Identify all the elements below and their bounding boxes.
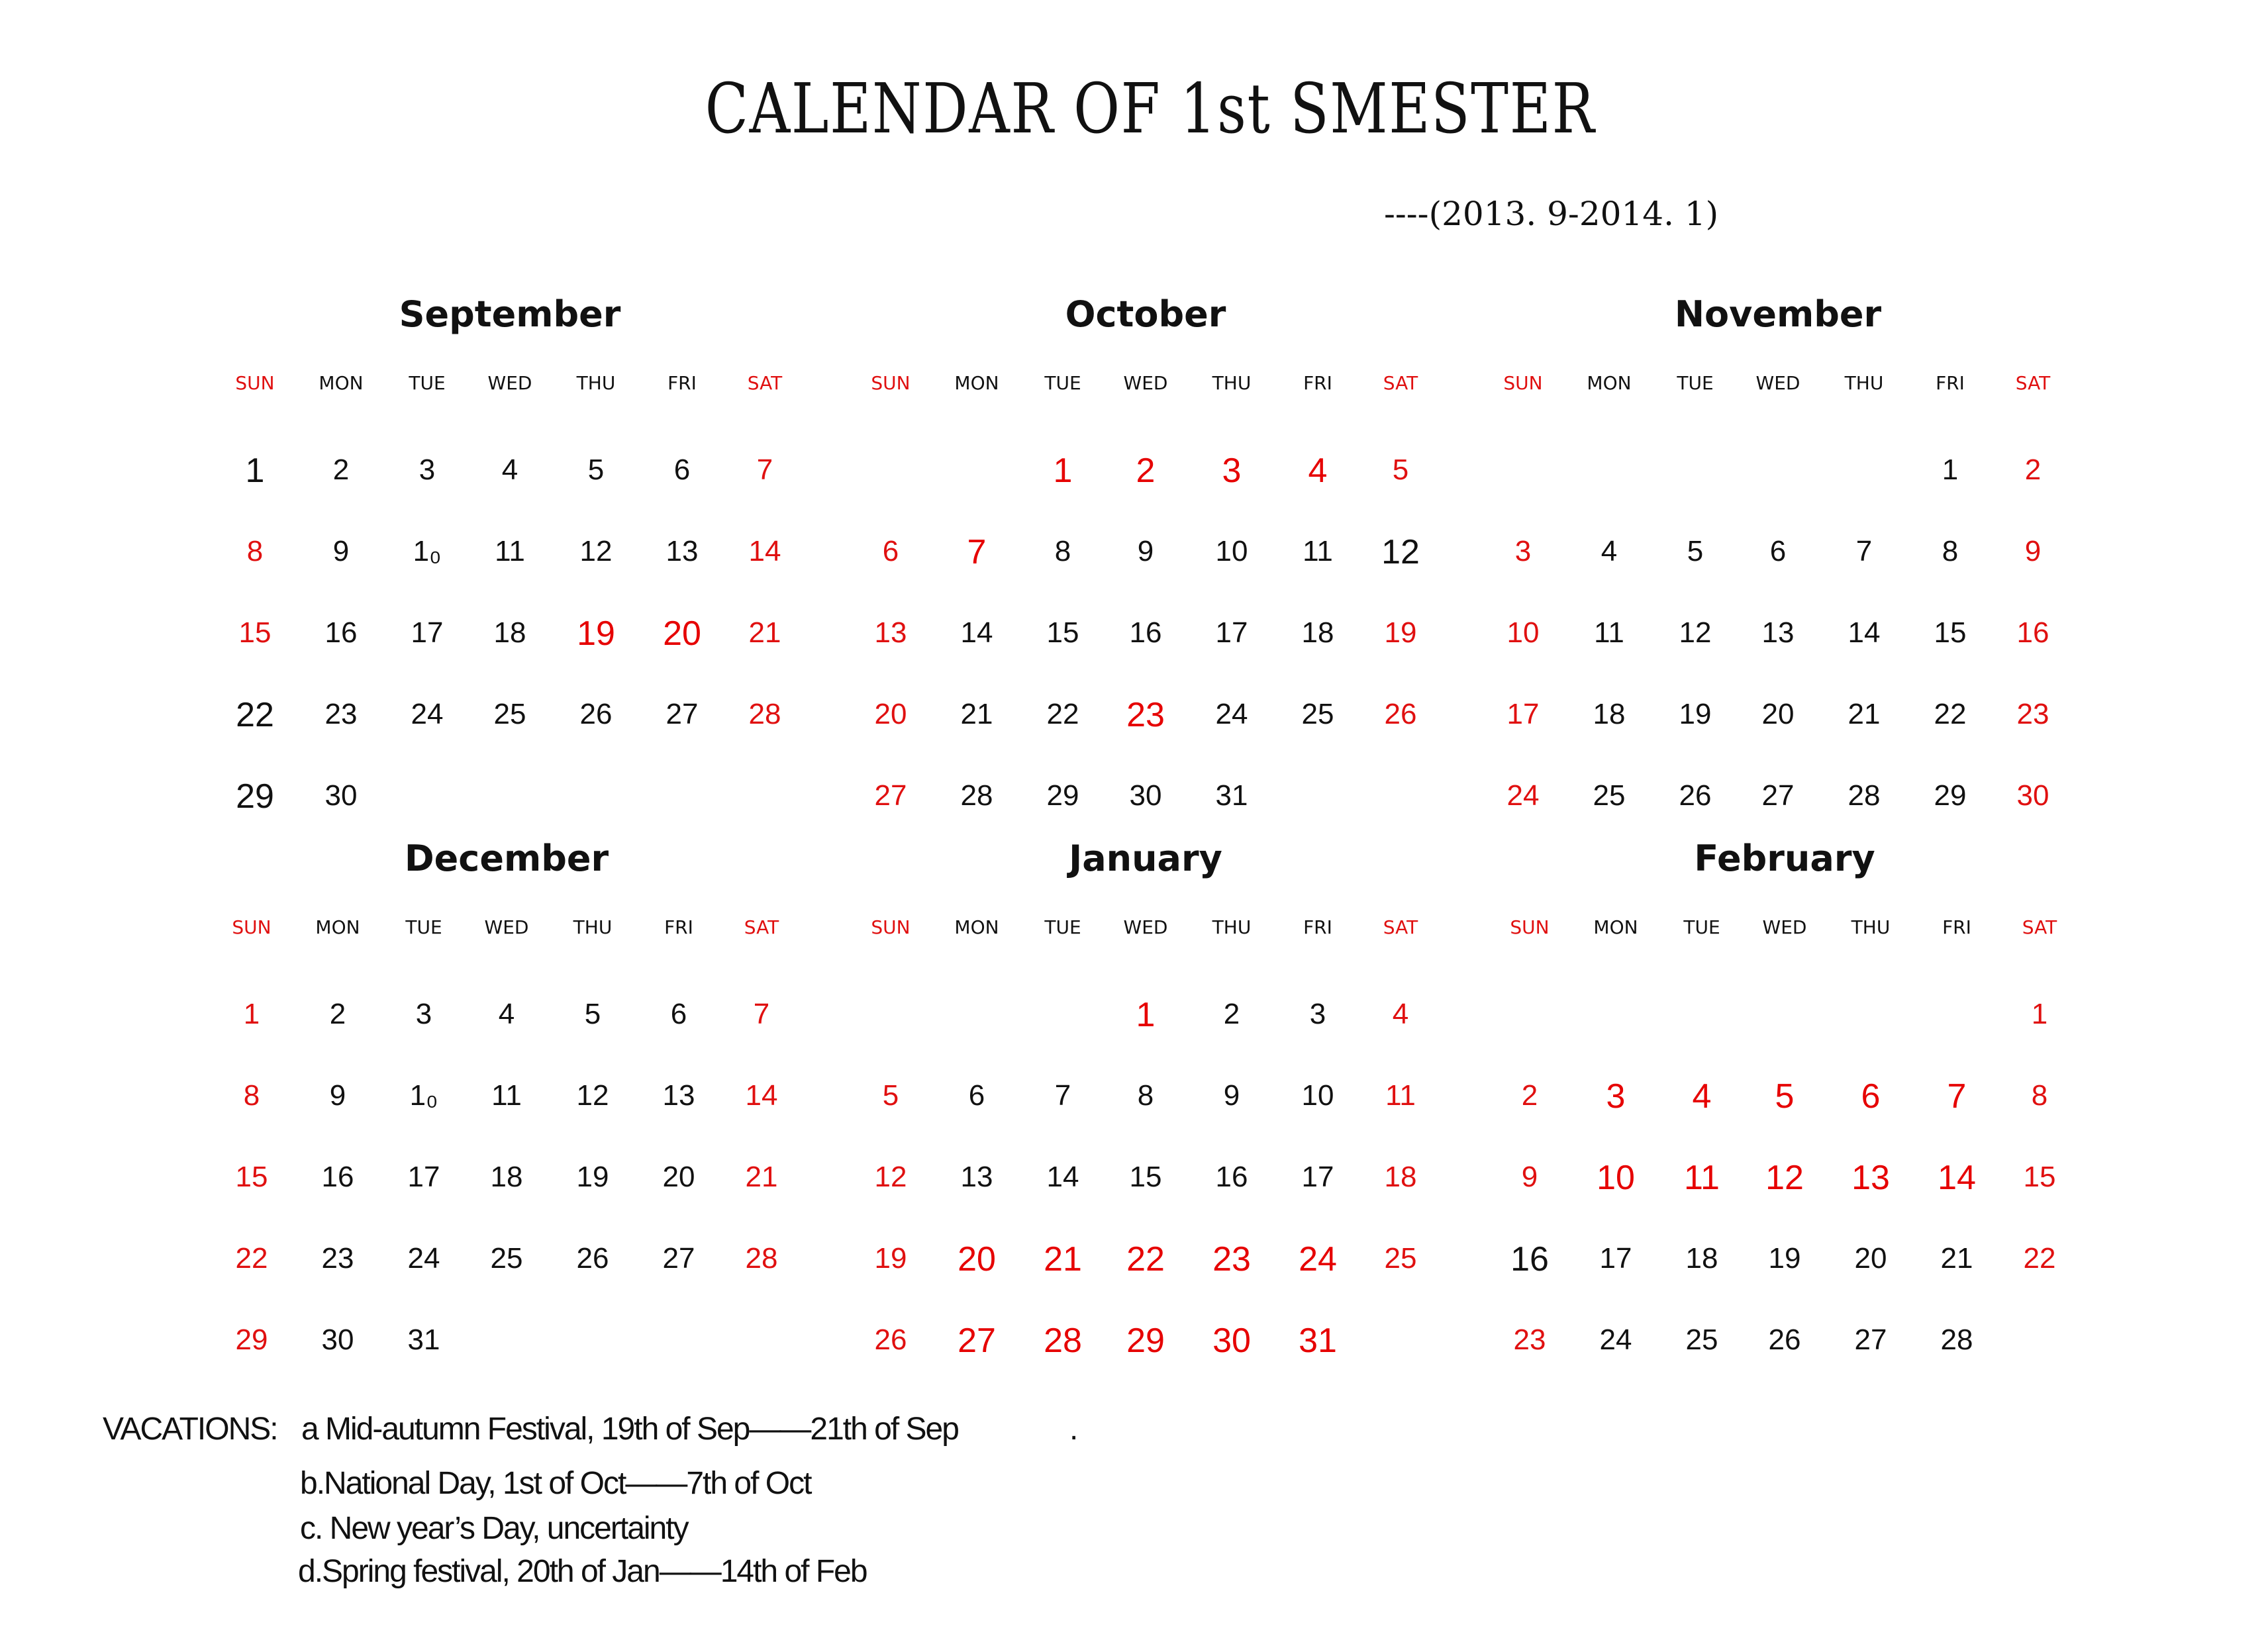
day-cell: 3	[415, 998, 432, 1030]
day-cell: 19	[1768, 1242, 1801, 1275]
day-cell: 23	[1212, 1240, 1251, 1279]
day-cell: 20	[874, 698, 907, 730]
day-cell: 2	[332, 454, 350, 486]
weekday-header-sat: SAT	[744, 916, 779, 938]
month-panel	[854, 838, 1437, 1371]
day-cell: 4	[498, 998, 515, 1030]
day-cell: 7	[1947, 1077, 1967, 1116]
day-cell: 10	[1597, 1159, 1635, 1197]
vacation-trailing-mark: .	[1069, 1412, 1077, 1447]
day-cell: 1₀	[413, 535, 442, 567]
day-cell: 7	[967, 533, 987, 571]
day-cell: 11	[491, 1079, 522, 1112]
weekday-header-sun: SUN	[1503, 372, 1543, 394]
day-cell: 28	[745, 1242, 778, 1275]
day-cell: 27	[958, 1322, 996, 1360]
day-cell: 8	[1137, 1079, 1154, 1112]
day-cell: 16	[1215, 1161, 1248, 1193]
day-cell: 5	[1392, 454, 1409, 486]
vacation-item: c. New year’s Day, uncertainty	[300, 1511, 688, 1546]
day-cell: 17	[1215, 616, 1248, 649]
day-cell: 6	[968, 1079, 985, 1112]
day-cell: 21	[1940, 1242, 1973, 1275]
day-cell: 9	[1223, 1079, 1240, 1112]
day-cell: 11	[1594, 616, 1624, 649]
weekday-header-fri: FRI	[1942, 916, 1971, 938]
day-cell: 26	[1768, 1324, 1801, 1356]
day-cell: 28	[960, 779, 993, 812]
day-cell: 11	[1303, 535, 1333, 567]
day-cell: 17	[1506, 698, 1540, 730]
day-cell: 3	[1222, 452, 1242, 490]
day-cell: 13	[1761, 616, 1795, 649]
day-cell: 2	[1223, 998, 1240, 1030]
month-panel	[1493, 838, 2076, 1371]
day-cell: 22	[235, 1242, 268, 1275]
day-cell: 29	[1126, 1322, 1165, 1360]
month-panel	[854, 293, 1437, 826]
weekday-header-wed: WED	[1123, 916, 1168, 938]
day-cell: 15	[1046, 616, 1079, 649]
day-cell: 24	[1215, 698, 1248, 730]
day-cell: 14	[745, 1079, 778, 1112]
day-cell: 26	[576, 1242, 609, 1275]
weekday-header-tue: TUE	[1677, 372, 1714, 394]
weekday-header-fri: FRI	[664, 916, 693, 938]
day-cell: 24	[1599, 1324, 1632, 1356]
day-cell: 30	[2016, 779, 2049, 812]
day-cell: 12	[576, 1079, 609, 1112]
day-cell: 6	[1769, 535, 1787, 567]
day-cell: 10	[1215, 535, 1248, 567]
day-cell: 14	[1848, 616, 1881, 649]
weekday-header-wed: WED	[1762, 916, 1807, 938]
weekday-header-mon: MON	[954, 372, 999, 394]
day-cell: 25	[493, 698, 526, 730]
day-cell: 15	[235, 1161, 268, 1193]
weekday-header-mon: MON	[954, 916, 999, 938]
day-cell: 30	[1129, 779, 1162, 812]
day-cell: 26	[579, 698, 613, 730]
day-cell: 4	[1392, 998, 1409, 1030]
day-cell: 1	[1053, 452, 1073, 490]
month-title: September	[399, 293, 621, 335]
day-cell: 1	[1942, 454, 1959, 486]
weekday-header-sun: SUN	[871, 372, 911, 394]
day-cell: 19	[577, 614, 615, 653]
vacation-item: d.Spring festival, 20th of Jan——14th of Feb	[298, 1554, 867, 1589]
vacation-item: b.National Day, 1st of Oct——7th of Oct	[300, 1466, 811, 1501]
day-cell: 2	[1136, 452, 1156, 490]
day-cell: 25	[490, 1242, 523, 1275]
day-cell: 7	[753, 998, 770, 1030]
day-cell: 27	[1761, 779, 1795, 812]
weekday-header-tue: TUE	[409, 372, 446, 394]
day-cell: 12	[1765, 1159, 1804, 1197]
day-cell: 9	[2024, 535, 2042, 567]
day-cell: 17	[411, 616, 444, 649]
weekday-header-mon: MON	[1593, 916, 1638, 938]
day-cell: 2	[329, 998, 346, 1030]
day-cell: 28	[1940, 1324, 1973, 1356]
month-title: February	[1694, 838, 1875, 879]
day-cell: 1	[1136, 996, 1156, 1034]
day-cell: 18	[1301, 616, 1334, 649]
day-cell: 19	[1384, 616, 1417, 649]
day-cell: 3	[1309, 998, 1326, 1030]
day-cell: 22	[1046, 698, 1079, 730]
month-panel	[215, 838, 798, 1371]
day-cell: 31	[1299, 1322, 1337, 1360]
day-cell: 6	[882, 535, 899, 567]
day-cell: 1₀	[409, 1079, 438, 1112]
weekday-header-tue: TUE	[1683, 916, 1720, 938]
day-cell: 5	[587, 454, 605, 486]
day-cell: 9	[1521, 1161, 1538, 1193]
day-cell: 6	[673, 454, 691, 486]
day-cell: 27	[662, 1242, 695, 1275]
day-cell: 6	[670, 998, 687, 1030]
day-cell: 5	[882, 1079, 899, 1112]
day-cell: 16	[1129, 616, 1162, 649]
day-cell: 29	[236, 777, 274, 816]
day-cell: 16	[2016, 616, 2049, 649]
weekday-header-wed: WED	[1755, 372, 1800, 394]
day-cell: 22	[236, 696, 274, 734]
day-cell: 8	[246, 535, 264, 567]
day-cell: 29	[235, 1324, 268, 1356]
day-cell: 23	[2016, 698, 2049, 730]
day-cell: 27	[666, 698, 699, 730]
day-cell: 20	[958, 1240, 996, 1279]
day-cell: 19	[576, 1161, 609, 1193]
day-cell: 24	[1299, 1240, 1337, 1279]
weekday-header-fri: FRI	[1936, 372, 1965, 394]
day-cell: 26	[1384, 698, 1417, 730]
day-cell: 24	[1506, 779, 1540, 812]
day-cell: 9	[332, 535, 350, 567]
day-cell: 4	[1308, 452, 1328, 490]
day-cell: 3	[1606, 1077, 1626, 1116]
weekday-header-thu: THU	[1844, 372, 1884, 394]
day-cell: 6	[1861, 1077, 1881, 1116]
day-cell: 14	[748, 535, 781, 567]
weekday-header-tue: TUE	[405, 916, 442, 938]
month-panel	[219, 293, 801, 826]
day-cell: 20	[663, 614, 701, 653]
day-cell: 4	[501, 454, 518, 486]
day-cell: 5	[1687, 535, 1704, 567]
day-cell: 14	[960, 616, 993, 649]
day-cell: 20	[1761, 698, 1795, 730]
day-cell: 16	[324, 616, 358, 649]
day-cell: 7	[1054, 1079, 1071, 1112]
day-cell: 17	[1301, 1161, 1334, 1193]
weekday-header-sun: SUN	[235, 372, 275, 394]
day-cell: 25	[1301, 698, 1334, 730]
day-cell: 11	[1684, 1159, 1720, 1197]
weekday-header-sat: SAT	[2022, 916, 2057, 938]
day-cell: 16	[1510, 1240, 1549, 1279]
day-cell: 23	[324, 698, 358, 730]
day-cell: 28	[1044, 1322, 1082, 1360]
day-cell: 28	[748, 698, 781, 730]
day-cell: 17	[407, 1161, 440, 1193]
day-cell: 29	[1046, 779, 1079, 812]
day-cell: 23	[1126, 696, 1165, 734]
day-cell: 8	[1054, 535, 1071, 567]
day-cell: 15	[2023, 1161, 2056, 1193]
weekday-header-wed: WED	[484, 916, 529, 938]
day-cell: 21	[1848, 698, 1881, 730]
day-cell: 13	[666, 535, 699, 567]
day-cell: 10	[1506, 616, 1540, 649]
day-cell: 9	[1137, 535, 1154, 567]
weekday-header-sun: SUN	[232, 916, 271, 938]
weekday-header-wed: WED	[487, 372, 532, 394]
weekday-header-thu: THU	[1212, 372, 1252, 394]
month-title: December	[404, 838, 609, 879]
day-cell: 24	[407, 1242, 440, 1275]
weekday-header-tue: TUE	[1044, 372, 1081, 394]
weekday-header-wed: WED	[1123, 372, 1168, 394]
day-cell: 27	[874, 779, 907, 812]
day-cell: 11	[495, 535, 525, 567]
day-cell: 18	[1384, 1161, 1417, 1193]
day-cell: 9	[329, 1079, 346, 1112]
day-cell: 13	[874, 616, 907, 649]
day-cell: 19	[874, 1242, 907, 1275]
day-cell: 14	[1938, 1159, 1976, 1197]
day-cell: 13	[960, 1161, 993, 1193]
day-cell: 20	[1854, 1242, 1887, 1275]
day-cell: 22	[1126, 1240, 1165, 1279]
weekday-header-sun: SUN	[1510, 916, 1550, 938]
day-cell: 13	[1851, 1159, 1890, 1197]
day-cell: 5	[584, 998, 601, 1030]
day-cell: 5	[1775, 1077, 1795, 1116]
day-cell: 19	[1679, 698, 1712, 730]
weekday-header-thu: THU	[1851, 916, 1891, 938]
day-cell: 12	[874, 1161, 907, 1193]
day-cell: 25	[1384, 1242, 1417, 1275]
day-cell: 16	[321, 1161, 354, 1193]
vacations-label: VACATIONS:	[103, 1412, 277, 1447]
weekday-header-sat: SAT	[747, 372, 783, 394]
day-cell: 21	[1044, 1240, 1082, 1279]
day-cell: 31	[407, 1324, 440, 1356]
day-cell: 12	[579, 535, 613, 567]
day-cell: 18	[490, 1161, 523, 1193]
day-cell: 3	[419, 454, 436, 486]
vacation-item: a Mid-autumn Festival, 19th of Sep——21th of Sep	[301, 1412, 958, 1447]
day-cell: 23	[321, 1242, 354, 1275]
day-cell: 15	[1129, 1161, 1162, 1193]
weekday-header-thu: THU	[1212, 916, 1252, 938]
day-cell: 26	[1679, 779, 1712, 812]
day-cell: 11	[1385, 1079, 1416, 1112]
day-cell: 7	[756, 454, 773, 486]
weekday-header-thu: THU	[573, 916, 613, 938]
day-cell: 1	[2031, 998, 2048, 1030]
day-cell: 20	[662, 1161, 695, 1193]
weekday-header-mon: MON	[319, 372, 364, 394]
day-cell: 10	[1301, 1079, 1334, 1112]
day-cell: 2	[2024, 454, 2042, 486]
day-cell: 1	[245, 452, 265, 490]
semester-range: ----(2013. 9-2014. 1)	[1384, 195, 1719, 233]
day-cell: 18	[1593, 698, 1626, 730]
day-cell: 4	[1601, 535, 1618, 567]
weekday-header-tue: TUE	[1044, 916, 1081, 938]
day-cell: 17	[1599, 1242, 1632, 1275]
day-cell: 12	[1679, 616, 1712, 649]
month-title: January	[1069, 838, 1222, 879]
day-cell: 21	[960, 698, 993, 730]
day-cell: 18	[1685, 1242, 1718, 1275]
day-cell: 24	[411, 698, 444, 730]
weekday-header-mon: MON	[1587, 372, 1632, 394]
weekday-header-fri: FRI	[1303, 916, 1332, 938]
weekday-header-thu: THU	[576, 372, 616, 394]
day-cell: 14	[1046, 1161, 1079, 1193]
day-cell: 15	[238, 616, 271, 649]
weekday-header-sat: SAT	[1383, 916, 1418, 938]
day-cell: 3	[1514, 535, 1532, 567]
weekday-header-sat: SAT	[1383, 372, 1418, 394]
month-title: November	[1674, 293, 1882, 335]
day-cell: 2	[1521, 1079, 1538, 1112]
day-cell: 30	[321, 1324, 354, 1356]
day-cell: 8	[2031, 1079, 2048, 1112]
day-cell: 30	[324, 779, 358, 812]
day-cell: 18	[493, 616, 526, 649]
day-cell: 7	[1855, 535, 1873, 567]
day-cell: 21	[748, 616, 781, 649]
day-cell: 22	[2023, 1242, 2056, 1275]
day-cell: 30	[1212, 1322, 1251, 1360]
day-cell: 8	[1942, 535, 1959, 567]
day-cell: 21	[745, 1161, 778, 1193]
day-cell: 25	[1685, 1324, 1718, 1356]
day-cell: 23	[1513, 1324, 1546, 1356]
day-cell: 27	[1854, 1324, 1887, 1356]
month-panel	[1487, 293, 2069, 826]
day-cell: 26	[874, 1324, 907, 1356]
page-title: CALENDAR OF 1st SMESTER	[705, 68, 1596, 149]
day-cell: 28	[1848, 779, 1881, 812]
day-cell: 12	[1381, 533, 1420, 571]
weekday-header-fri: FRI	[667, 372, 697, 394]
day-cell: 13	[662, 1079, 695, 1112]
day-cell: 1	[243, 998, 260, 1030]
day-cell: 15	[1934, 616, 1967, 649]
day-cell: 8	[243, 1079, 260, 1112]
day-cell: 31	[1215, 779, 1248, 812]
weekday-header-mon: MON	[315, 916, 360, 938]
weekday-header-fri: FRI	[1303, 372, 1332, 394]
day-cell: 25	[1593, 779, 1626, 812]
day-cell: 4	[1692, 1077, 1712, 1116]
weekday-header-sat: SAT	[2015, 372, 2051, 394]
month-title: October	[1065, 293, 1226, 335]
weekday-header-sun: SUN	[871, 916, 911, 938]
day-cell: 22	[1934, 698, 1967, 730]
day-cell: 29	[1934, 779, 1967, 812]
